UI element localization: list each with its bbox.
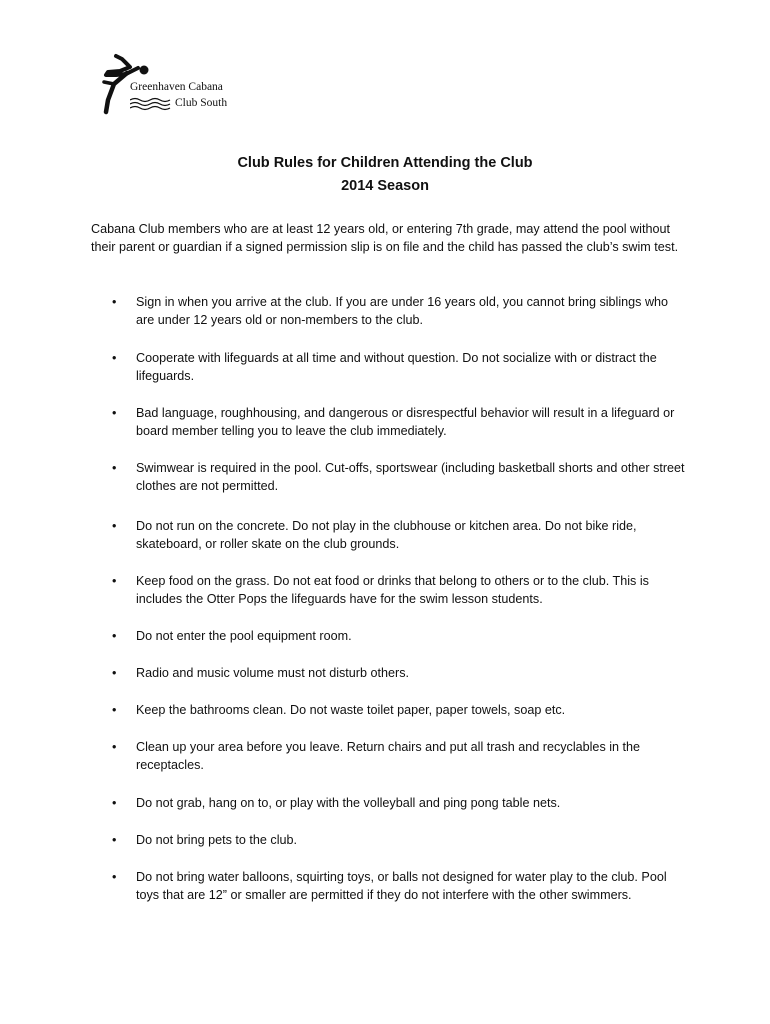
bullet-icon: • [112, 703, 117, 717]
rule-text: Sign in when you arrive at the club. If you are under 16 years old, you cannot bring siblings who are under 12 years old or non-members to the club. [136, 295, 669, 327]
rule-text: Do not bring water balloons, squirting toys, or balls not designed for water play to the club. Pool toys that are 12” or smaller are permitted if they do not interfere with the other swimmers. [136, 870, 667, 902]
bullet-icon: • [112, 295, 117, 309]
bullet-icon: • [112, 351, 117, 365]
bullet-icon: • [112, 629, 117, 643]
rule-text: Swimwear is required in the pool. Cut-offs, sportswear (including basketball shorts and other street clothes are not permitted. [136, 461, 685, 493]
bullet-icon: • [112, 666, 117, 680]
rule-text: Keep food on the grass. Do not eat food or drinks that belong to others or to the club. This is includes the Otter Pops the lifeguards have for the swim lesson students. [136, 574, 649, 606]
bullet-icon: • [112, 870, 117, 884]
bullet-icon: • [112, 796, 117, 810]
rule-text: Do not enter the pool equipment room. [136, 629, 352, 643]
intro-paragraph: Cabana Club members who are at least 12 years old, or entering 7th grade, may attend the pool without their parent or guardian if a signed permission slip is on file and the child has passed the club’s swim test. [91, 222, 679, 254]
logo-name-line1: Greenhaven Cabana [130, 81, 223, 93]
bullet-icon: • [112, 574, 117, 588]
rule-text: Clean up your area before you leave. Return chairs and put all trash and recyclables in the receptacles. [136, 740, 641, 772]
rule-text: Keep the bathrooms clean. Do not waste toilet paper, paper towels, soap etc. [136, 703, 566, 717]
bullet-icon: • [112, 740, 117, 754]
rule-text: Bad language, roughhousing, and dangerous or disrespectful behavior will result in a lifeguard or board member telling you to leave the club immediately. [136, 406, 675, 438]
document-title: Club Rules for Children Attending the Club [237, 155, 533, 171]
bullet-icon: • [112, 461, 117, 475]
rule-text: Do not run on the concrete. Do not play in the clubhouse or kitchen area. Do not bike ride, skateboard, or roller skate on the club grounds. [136, 519, 637, 551]
rule-text: Do not grab, hang on to, or play with the volleyball and ping pong table nets. [136, 796, 561, 810]
logo-name-line2: Club South [175, 97, 228, 109]
bullet-icon: • [112, 406, 117, 420]
rule-text: Cooperate with lifeguards at all time and without question. Do not socialize with or distract the lifeguards. [136, 351, 657, 383]
bullet-icon: • [112, 833, 117, 847]
document-season: 2014 Season [341, 178, 429, 194]
bullet-icon: • [112, 519, 117, 533]
rule-text: Radio and music volume must not disturb others. [136, 666, 409, 680]
rule-text: Do not bring pets to the club. [136, 833, 298, 847]
